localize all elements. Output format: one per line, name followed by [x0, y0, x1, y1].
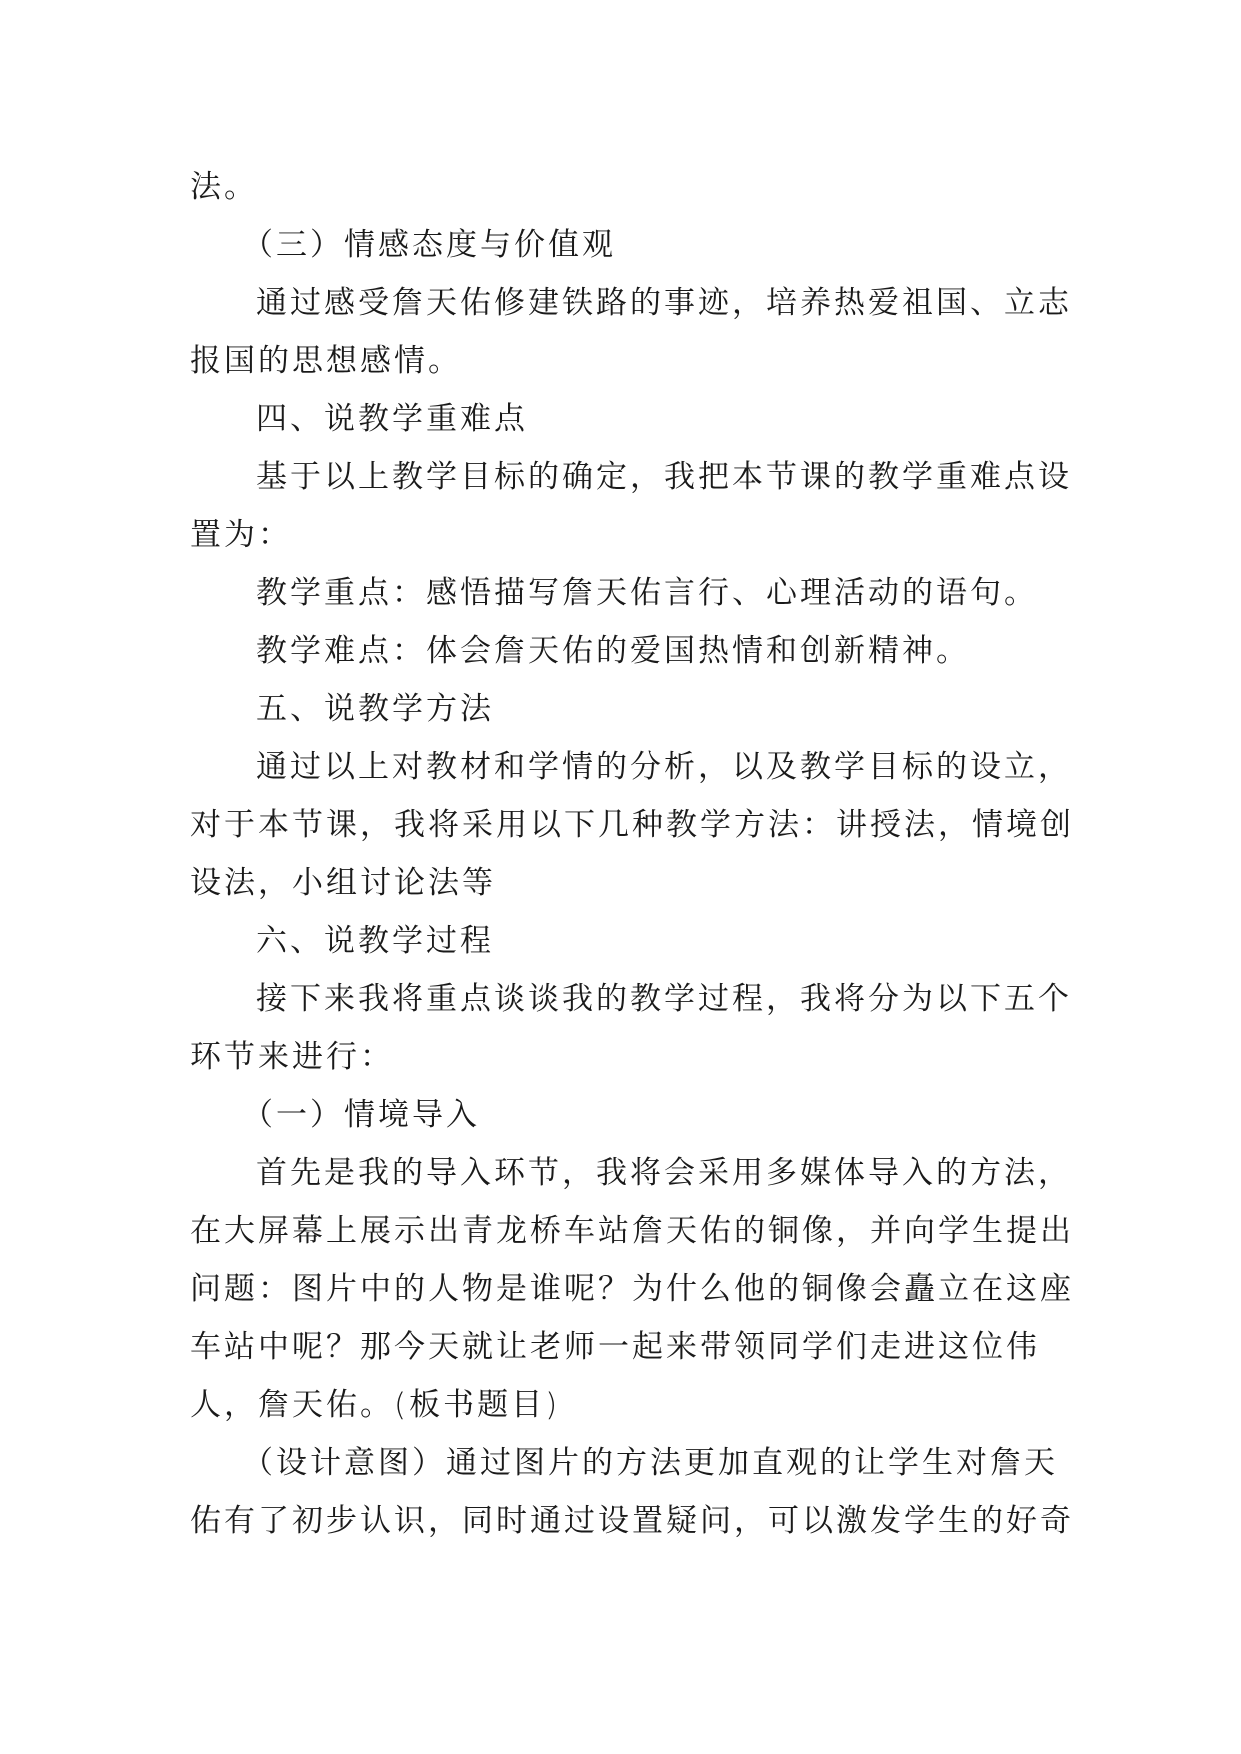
text-line: 通过以上对教材和学情的分析，以及教学目标的设立，: [256, 749, 1072, 785]
text-line: 问题：图片中的人物是谁呢？为什么他的铜像会矗立在这座: [190, 1271, 1074, 1307]
text-line: 教学重点：感悟描写詹天佑言行、心理活动的语句。: [256, 575, 1038, 611]
text-line: 基于以上教学目标的确定，我把本节课的教学重难点设: [256, 459, 1072, 495]
document-body: [190, 158, 1074, 1550]
text-line: （设计意图）通过图片的方法更加直观的让学生对詹天: [242, 1445, 1058, 1481]
text-line: 人，詹天佑。(板书题目): [190, 1387, 561, 1423]
text-line: 环节来进行：: [190, 1039, 394, 1075]
text-line: 置为：: [190, 517, 292, 553]
text-line: 接下来我将重点谈谈我的教学过程，我将分为以下五个: [256, 981, 1072, 1017]
text-line: 法。: [190, 169, 258, 205]
text-line: 佑有了初步认识，同时通过设置疑问，可以激发学生的好奇: [190, 1503, 1074, 1539]
section-heading: （三）情感态度与价值观: [242, 227, 616, 263]
section-heading: 六、说教学过程: [256, 923, 494, 959]
text-line: 教学难点：体会詹天佑的爱国热情和创新精神。: [256, 633, 970, 669]
text-line: 对于本节课，我将采用以下几种教学方法：讲授法，情境创: [190, 807, 1074, 843]
text-line: 通过感受詹天佑修建铁路的事迹，培养热爱祖国、立志: [256, 285, 1072, 321]
section-heading: 五、说教学方法: [256, 691, 494, 727]
text-line: 车站中呢？那今天就让老师一起来带领同学们走进这位伟: [190, 1329, 1040, 1365]
text-line: 报国的思想感情。: [190, 343, 462, 379]
section-heading: 四、说教学重难点: [256, 401, 528, 437]
text-line: 在大屏幕上展示出青龙桥车站詹天佑的铜像，并向学生提出: [190, 1213, 1074, 1249]
text-line: 设法，小组讨论法等: [190, 865, 496, 901]
section-heading: （一）情境导入: [242, 1097, 480, 1133]
text-line: 首先是我的导入环节，我将会采用多媒体导入的方法，: [256, 1155, 1072, 1191]
